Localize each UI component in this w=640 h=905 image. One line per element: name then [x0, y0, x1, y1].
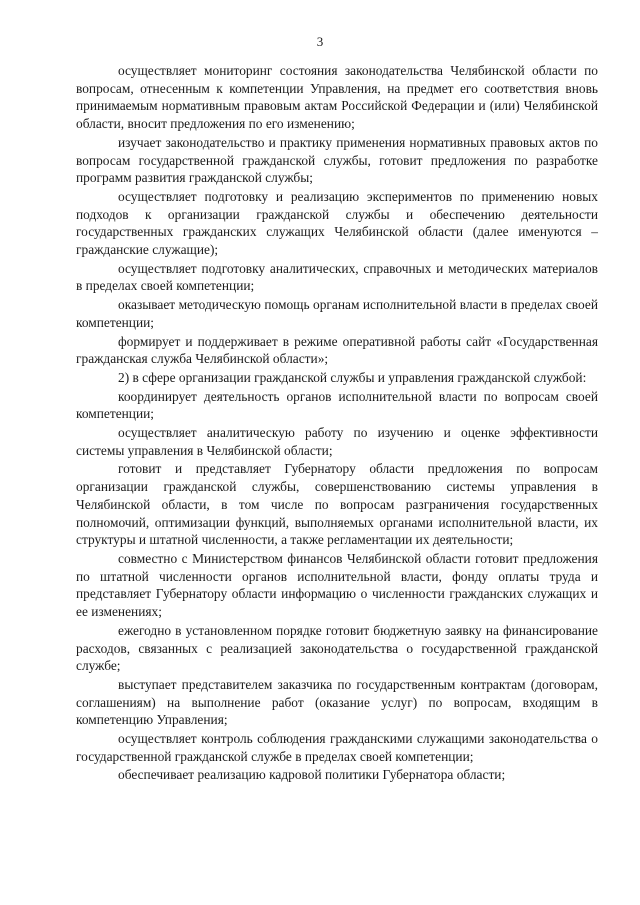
paragraph: ежегодно в установленном порядке готовит бюджетную заявку на финансирование расходов, связанных с реализацией законодательства о государственной гражданской службе; [76, 622, 598, 674]
paragraph: выступает представителем заказчика по государственным контрактам (договорам, соглашениям) на выполнение работ (оказание услуг) по вопросам, входящим в компетенцию Управления; [76, 676, 598, 728]
page-number: 3 [316, 34, 324, 49]
paragraph: формирует и поддерживает в режиме оперативной работы сайт «Государственная гражданская служба Челябинской области»; [76, 333, 598, 367]
paragraph: осуществляет подготовку и реализацию экспериментов по применению новых подходов к организации гражданской службы и обеспечению деятельности государственных гражданских служащих Челябинской области (далее именуются – гражданские служащие); [76, 188, 598, 258]
paragraph: обеспечивает реализацию кадровой политики Губернатора области; [118, 767, 506, 783]
paragraph: готовит и представляет Губернатору области предложения по вопросам организации гражданской службы, совершенствованию системы управления в Челябинской области, в том числе по вопросам разграничения государственных полномочий, оптимизации функций, выполняемых органами исполнительной власти, их структуры и штатной численности, а также регламентации их деятельности; [76, 461, 598, 548]
paragraph: совместно с Министерством финансов Челябинской области готовит предложения по штатной численности органов исполнительной власти, фонду оплаты труда и представляет Губернатору области информацию о численности гражданских служащих и ее изменениях; [76, 550, 598, 620]
paragraph: осуществляет контроль соблюдения гражданскими служащими законодательства о государственной гражданской службе в пределах своей компетенции; [76, 731, 598, 764]
paragraph: осуществляет мониторинг состояния законодательства Челябинской области по вопросам, отнесенным к компетенции Управления, на предмет его соответствия вновь принимаемым нормативным правовым актам Российской Федерации и (или) Челябинской области, вносит предложения по его изменению; [76, 63, 598, 132]
paragraph: осуществляет аналитическую работу по изучению и оценке эффективности системы управления в Челябинской области; [76, 425, 598, 458]
paragraph: изучает законодательство и практику применения нормативных правовых актов по вопросам государственной гражданской службы, готовит предложения по разработке программ развития гражданской службы; [76, 134, 598, 186]
document-body [76, 62, 598, 785]
section-heading-paragraph: 2) в сфере организации гражданской службы и управления гражданской службой: [118, 369, 587, 385]
paragraph: координирует деятельность органов исполнительной власти по вопросам своей компетенции; [76, 388, 598, 422]
paragraph: осуществляет подготовку аналитических, справочных и методических материалов в пределах своей компетенции; [76, 260, 598, 294]
paragraph: оказывает методическую помощь органам исполнительной власти в пределах своей компетенции; [76, 297, 598, 330]
